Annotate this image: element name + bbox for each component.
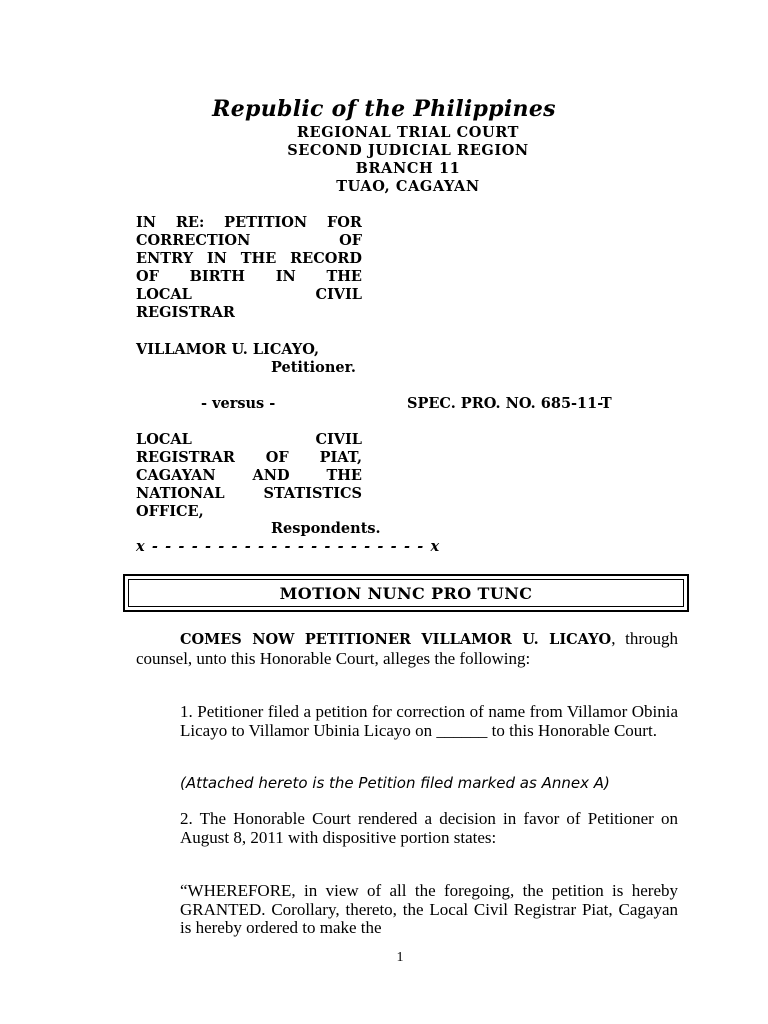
item-1-paragraph: 1. Petitioner filed a petition for correction of name from Villamor Obinia Licayo to Villamor Ubinia Licayo on ______ to this Honorable Court. bbox=[180, 702, 678, 740]
caption-line: CAGAYAN AND THE bbox=[136, 467, 362, 484]
caption-line: CORRECTION OF bbox=[136, 232, 362, 249]
versus-label: - versus - bbox=[201, 395, 276, 412]
caption-line: LOCAL CIVIL bbox=[136, 286, 362, 303]
caption-line: ENTRY IN THE RECORD bbox=[136, 250, 362, 267]
caption-line: NATIONAL STATISTICS bbox=[136, 485, 362, 502]
intro-bold: COMES NOW PETITIONER VILLAMOR U. LICAYO bbox=[180, 631, 612, 648]
caption-line: IN RE: PETITION FOR bbox=[136, 214, 362, 231]
caption-line: OF BIRTH IN THE bbox=[136, 268, 362, 285]
branch: BRANCH 11 bbox=[355, 160, 461, 177]
petitioner-label: Petitioner. bbox=[271, 359, 356, 376]
intro-rest: , through counsel, unto this Honorable Court, alleges the following: bbox=[136, 629, 678, 668]
respondents-label: Respondents. bbox=[271, 520, 381, 537]
title-box bbox=[123, 574, 689, 612]
quote-paragraph: “WHEREFORE, in view of all the foregoing, the petition is hereby GRANTED. Corollary, thereto, the Local Civil Registrar Piat, Cagayan is hereby ordered to make the bbox=[180, 881, 678, 937]
republic-heading: Republic of the Philippines bbox=[212, 96, 556, 122]
motion-title: MOTION NUNC PRO TUNC bbox=[279, 583, 533, 603]
judicial-region: SECOND JUDICIAL REGION bbox=[287, 142, 529, 159]
court-name: REGIONAL TRIAL COURT bbox=[296, 124, 520, 141]
caption-line: REGISTRAR bbox=[136, 304, 235, 321]
annex-note: (Attached hereto is the Petition filed marked as Annex A) bbox=[180, 774, 610, 792]
item-2-paragraph: 2. The Honorable Court rendered a decision in favor of Petitioner on August 8, 2011 with dispositive portion states: bbox=[180, 809, 678, 847]
caption-separator: x - - - - - - - - - - - - - - - - - - - - - x bbox=[136, 538, 441, 555]
case-number: SPEC. PRO. NO. 685-11-T bbox=[407, 395, 612, 412]
caption-line: OFFICE, bbox=[136, 503, 204, 520]
caption-line: REGISTRAR OF PIAT, bbox=[136, 449, 362, 466]
page-number: 1 bbox=[396, 950, 404, 965]
court-location: TUAO, CAGAYAN bbox=[336, 178, 480, 195]
intro-paragraph bbox=[136, 630, 678, 668]
caption-line: LOCAL CIVIL bbox=[136, 431, 362, 448]
petitioner-name: VILLAMOR U. LICAYO, bbox=[136, 341, 320, 358]
